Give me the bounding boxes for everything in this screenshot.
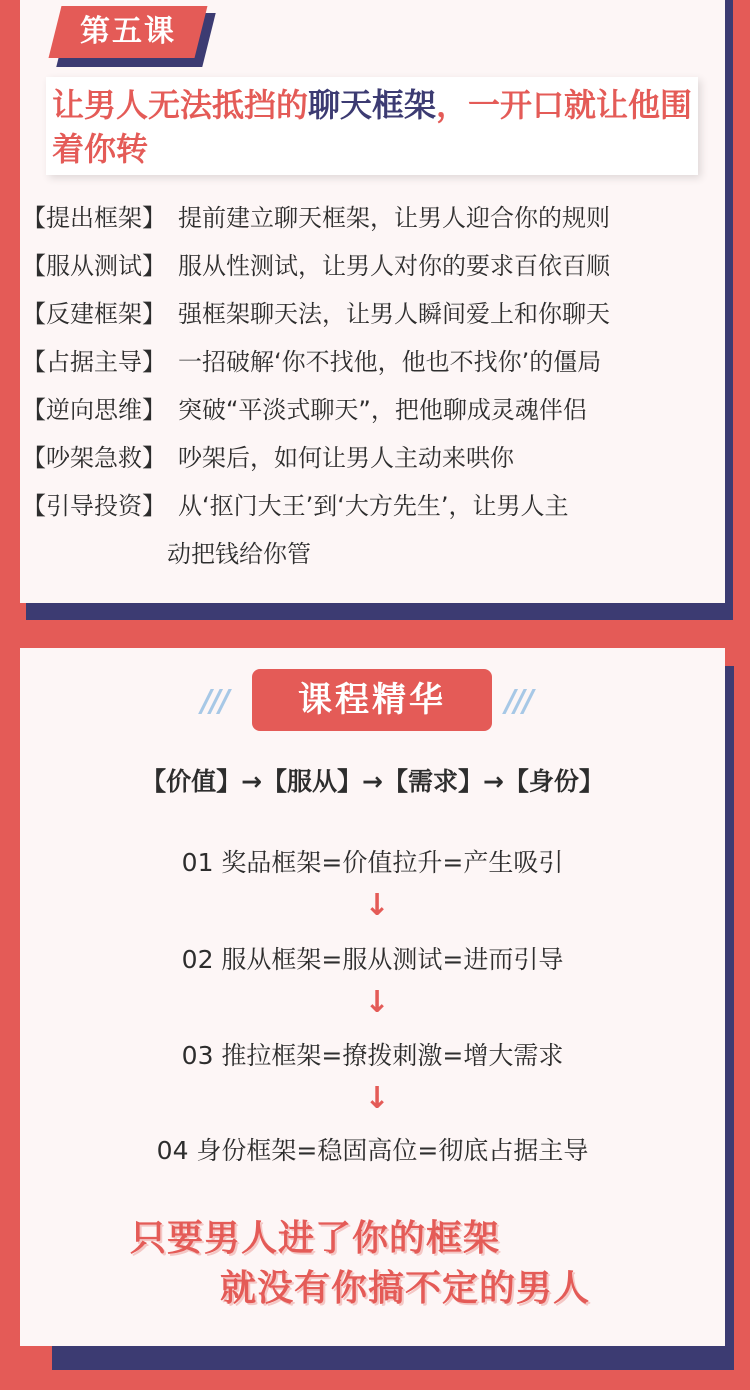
topic-label: 【占据主导】 [22, 348, 166, 376]
title-part-2: ，一开口就让他围着你转 [52, 86, 693, 168]
lesson-title-box [46, 77, 698, 175]
topic-label: 【吵架急救】 [22, 444, 166, 472]
arrow-down-icon: ↓ [364, 985, 390, 1020]
topic-desc: 强框架聊天法，让男人瞬间爱上和你聊天 [178, 300, 610, 328]
step-item: 01 奖品框架=价值拉升=产生吸引 [181, 848, 564, 877]
step-item: 04 身份框架=稳固高位=彻底占据主导 [156, 1136, 589, 1165]
topic-desc: 从‘抠门大王’到‘大方先生’，让男人主 [178, 492, 569, 520]
topic-desc: 吵架后，如何让男人主动来哄你 [178, 444, 514, 472]
topic-desc: 突破“平淡式聊天”，把他聊成灵魂伴侣 [178, 396, 587, 424]
essence-title: 课程精华 [298, 680, 446, 720]
topic-desc: 服从性测试，让男人对你的要求百依百顺 [178, 252, 610, 280]
slogan-line-1: 只要男人进了你的框架 [130, 1217, 501, 1259]
lesson-title [52, 83, 696, 171]
topic-item [22, 245, 712, 293]
topic-item [22, 197, 712, 245]
topic-label: 【提出框架】 [22, 204, 166, 232]
title-part-1: 让男人无法抵挡的 [52, 86, 309, 124]
flow-line: 【价值】→【服从】→【需求】→【身份】 [141, 767, 604, 796]
topic-item [22, 389, 712, 437]
topic-label: 【引导投资】 [22, 492, 166, 520]
topic-item [22, 485, 712, 533]
topic-item [22, 437, 712, 485]
topic-desc: 提前建立聊天框架，让男人迎合你的规则 [178, 204, 610, 232]
topic-list [22, 197, 712, 581]
decor-slashes-right: /// [505, 684, 532, 719]
title-highlight: 聊天框架 [308, 86, 437, 124]
topic-label: 【反建框架】 [22, 300, 166, 328]
topic-item-continuation [22, 533, 712, 581]
slogan-line-2: 就没有你搞不定的男人 [220, 1267, 591, 1309]
arrow-down-icon: ↓ [364, 1081, 390, 1116]
topic-item [22, 293, 712, 341]
arrow-down-icon: ↓ [364, 888, 390, 923]
step-item: 03 推拉框架=撩拨刺激=增大需求 [181, 1041, 564, 1070]
topic-desc-line-2: 动把钱给你管 [167, 540, 311, 568]
topic-label: 【服从测试】 [22, 252, 166, 280]
topic-desc: 一招破解‘你不找他，他也不找你’的僵局 [178, 348, 602, 376]
step-item: 02 服从框架=服从测试=进而引导 [181, 945, 564, 974]
topic-label: 【逆向思维】 [22, 396, 166, 424]
decor-slashes-left: /// [201, 684, 228, 719]
lesson-tag: 第五课 [80, 14, 176, 49]
topic-item [22, 341, 712, 389]
